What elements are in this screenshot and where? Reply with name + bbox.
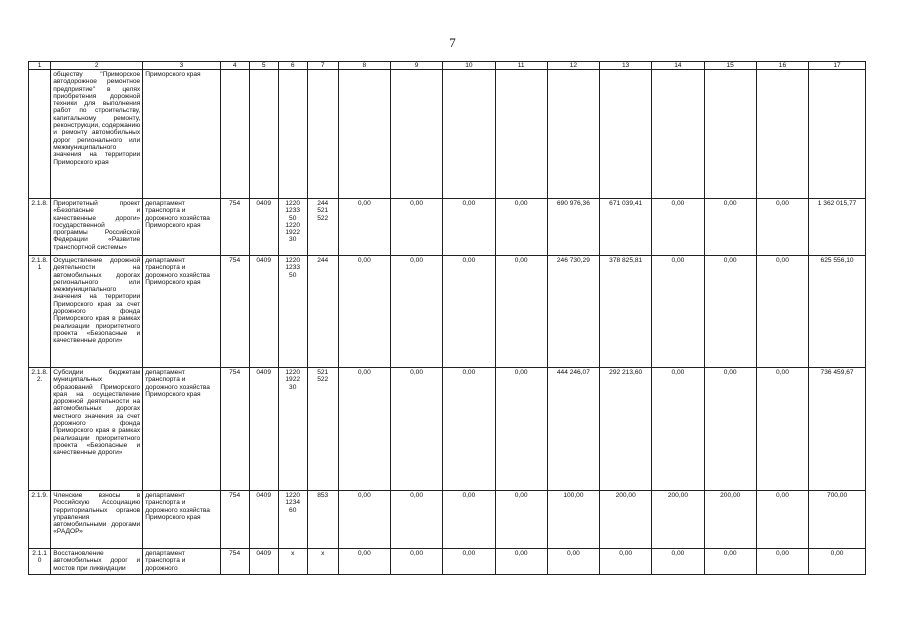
cell-col-4: 754 — [220, 491, 249, 549]
header-cell-8: 8 — [338, 62, 390, 70]
cell-col-2: Восстановление автомобильных дорог и мостов при ликвидации — [51, 549, 143, 575]
cell-col-13: 292 213,60 — [600, 368, 652, 491]
cell-col-15: 200,00 — [704, 491, 756, 549]
cell-col-13: 671 039,41 — [600, 199, 652, 256]
cell-line: 244 — [317, 200, 329, 207]
header-cell-16: 16 — [756, 62, 808, 70]
header-cell-5: 5 — [249, 62, 278, 70]
cell-col-12: 444 246,07 — [547, 368, 599, 491]
budget-table — [28, 61, 866, 575]
cell-col-1: 2.1.8. 2. — [29, 368, 51, 491]
cell-col-1: 2.1.8. 1 — [29, 256, 51, 368]
cell-col-15 — [704, 70, 756, 199]
header-cell-1: 1 — [29, 62, 51, 70]
cell-col-16: 0,00 — [756, 491, 808, 549]
cell-col-17 — [809, 70, 866, 199]
cell-line: 1234 — [285, 499, 301, 507]
cell-col-11: 0,00 — [495, 256, 547, 368]
header-cell-10: 10 — [443, 62, 495, 70]
cell-col-16: 0,00 — [756, 199, 808, 256]
cell-col-10: 0,00 — [443, 199, 495, 256]
cell-line: 521 — [317, 369, 329, 376]
cell-col-7 — [307, 256, 338, 368]
cell-col-9: 0,00 — [390, 199, 442, 256]
cell-col-12: 0,00 — [547, 549, 599, 575]
cell-line: 60 — [289, 506, 297, 514]
cell-col-14 — [652, 70, 704, 199]
header-cell-11: 11 — [495, 62, 547, 70]
table-row — [29, 549, 866, 575]
cell-col-5: 0409 — [249, 368, 278, 491]
table-row — [29, 199, 866, 256]
cell-col-11: 0,00 — [495, 199, 547, 256]
page-number: 7 — [449, 35, 456, 50]
cell-line: 1233 — [285, 207, 301, 215]
cell-col-14: 0,00 — [652, 549, 704, 575]
cell-line: 522 — [317, 214, 329, 222]
cell-col-3: Приморского края — [143, 70, 220, 199]
cell-col-13: 378 825,81 — [600, 256, 652, 368]
cell-col-3: департамент транспорта и дорожного хозяйства Приморского края — [143, 199, 220, 256]
cell-col-6 — [278, 549, 307, 575]
cell-col-7 — [307, 199, 338, 256]
cell-line: 1233 — [285, 264, 301, 272]
cell-col-10: 0,00 — [443, 256, 495, 368]
header-cell-7: 7 — [307, 62, 338, 70]
cell-col-5 — [249, 70, 278, 199]
cell-col-17: 736 459,67 — [809, 368, 866, 491]
cell-col-10: 0,00 — [443, 368, 495, 491]
cell-line: 50 — [289, 271, 297, 279]
cell-col-3: департамент транспорта и дорожного — [143, 549, 220, 575]
header-cell-4: 4 — [220, 62, 249, 70]
cell-line: 30 — [289, 236, 297, 244]
cell-col-10 — [443, 70, 495, 199]
cell-col-9: 0,00 — [390, 549, 442, 575]
cell-line: 30 — [289, 383, 297, 391]
cell-col-12: 100,00 — [547, 491, 599, 549]
cell-col-8: 0,00 — [338, 368, 390, 491]
cell-col-4: 754 — [220, 549, 249, 575]
cell-col-16 — [756, 70, 808, 199]
cell-col-14: 200,00 — [652, 491, 704, 549]
cell-col-9: 0,00 — [390, 256, 442, 368]
cell-col-9: 0,00 — [390, 491, 442, 549]
cell-col-17: 625 556,10 — [809, 256, 866, 368]
cell-col-4: 754 — [220, 368, 249, 491]
cell-col-6 — [278, 199, 307, 256]
cell-col-11: 0,00 — [495, 549, 547, 575]
cell-col-2: Членские взносы в Российскую Ассоциацию территориальных органов управления автомобильными дорогами «РАДОР» — [51, 491, 143, 549]
cell-col-4: 754 — [220, 199, 249, 256]
cell-col-9 — [390, 70, 442, 199]
cell-line: 1220 — [285, 200, 301, 207]
cell-col-13: 0,00 — [600, 549, 652, 575]
table-row — [29, 368, 866, 491]
cell-col-8: 0,00 — [338, 199, 390, 256]
header-cell-15: 15 — [704, 62, 756, 70]
cell-col-16: 0,00 — [756, 549, 808, 575]
cell-col-5: 0409 — [249, 199, 278, 256]
cell-col-14: 0,00 — [652, 199, 704, 256]
header-cell-2: 2 — [51, 62, 143, 70]
cell-line: 1922 — [285, 376, 301, 384]
cell-line: 1220 — [285, 257, 301, 264]
cell-line: 1220 — [285, 221, 301, 229]
cell-line: 244 — [317, 257, 329, 264]
cell-col-15: 0,00 — [704, 549, 756, 575]
cell-col-9: 0,00 — [390, 368, 442, 491]
cell-col-15: 0,00 — [704, 368, 756, 491]
cell-col-7 — [307, 491, 338, 549]
cell-line: 1220 — [285, 492, 301, 499]
cell-col-3: департамент транспорта и дорожного хозяйства Приморского края — [143, 491, 220, 549]
cell-col-14: 0,00 — [652, 368, 704, 491]
cell-col-10: 0,00 — [443, 491, 495, 549]
cell-col-1: 2.1.1 0 — [29, 549, 51, 575]
cell-line: 853 — [317, 492, 329, 499]
table-row — [29, 491, 866, 549]
cell-col-6 — [278, 491, 307, 549]
cell-col-8: 0,00 — [338, 549, 390, 575]
cell-col-11 — [495, 70, 547, 199]
cell-col-17: 0,00 — [809, 549, 866, 575]
header-cell-6: 6 — [278, 62, 307, 70]
cell-col-1: 2.1.8. — [29, 199, 51, 256]
cell-col-5: 0409 — [249, 491, 278, 549]
cell-col-8 — [338, 70, 390, 199]
header-cell-9: 9 — [390, 62, 442, 70]
cell-col-5: 0409 — [249, 549, 278, 575]
cell-col-2: обществу "Приморское автодорожное ремонтное предприятие" в целях приобретения дорожной техники для выполнения работ по строительству, капитальному ремонту, реконструкции, содержанию и ремонту автомобильных дорог регионального или межмуниципального значения на территории Приморского края — [51, 70, 143, 199]
cell-line: 521 — [317, 207, 329, 215]
cell-col-7 — [307, 549, 338, 575]
cell-col-17: 700,00 — [809, 491, 866, 549]
cell-col-1: 2.1.9. — [29, 491, 51, 549]
cell-col-6 — [278, 70, 307, 199]
cell-col-4 — [220, 70, 249, 199]
cell-col-5: 0409 — [249, 256, 278, 368]
cell-col-11: 0,00 — [495, 491, 547, 549]
cell-col-16: 0,00 — [756, 256, 808, 368]
cell-col-13 — [600, 70, 652, 199]
cell-col-15: 0,00 — [704, 199, 756, 256]
cell-col-6 — [278, 256, 307, 368]
cell-col-17: 1 362 015,77 — [809, 199, 866, 256]
header-cell-12: 12 — [547, 62, 599, 70]
table-row — [29, 70, 866, 199]
cell-line: 1922 — [285, 229, 301, 237]
cell-line: 522 — [317, 376, 329, 384]
cell-col-7 — [307, 368, 338, 491]
cell-col-12 — [547, 70, 599, 199]
cell-col-2: Осуществление дорожной деятельности на автомобильных дорогах регионального или межмуниципального значения на территории Приморского края за счет дорожного фонда Приморского края в рамках реализации приоритетного проекта «Безопасные и качественные дороги» — [51, 256, 143, 368]
cell-line: 1220 — [285, 369, 301, 376]
header-row — [29, 62, 866, 70]
cell-col-7 — [307, 70, 338, 199]
header-cell-13: 13 — [600, 62, 652, 70]
table-row — [29, 256, 866, 368]
cell-col-2: Приоритетный проект «Безопасные и качественные дороги» государственной программы Российской Федерации «Развитие транспортной системы» — [51, 199, 143, 256]
header-cell-14: 14 — [652, 62, 704, 70]
header-cell-3: 3 — [143, 62, 220, 70]
cell-col-2: Субсидии бюджетам муниципальных образований Приморского края на осуществление дорожной деятельности на автомобильных дорогах местного значения за счет дорожного фонда Приморского края в рамках реализации приоритетного проекта «Безопасные и качественные дороги» — [51, 368, 143, 491]
cell-col-13: 200,00 — [600, 491, 652, 549]
cell-col-12: 246 730,29 — [547, 256, 599, 368]
cell-col-6 — [278, 368, 307, 491]
cell-col-8: 0,00 — [338, 256, 390, 368]
cell-line: x — [291, 550, 295, 557]
cell-line: x — [321, 550, 325, 557]
cell-col-15: 0,00 — [704, 256, 756, 368]
cell-col-3: департамент транспорта и дорожного хозяйства Приморского края — [143, 256, 220, 368]
cell-col-4: 754 — [220, 256, 249, 368]
cell-col-1 — [29, 70, 51, 199]
cell-col-10: 0,00 — [443, 549, 495, 575]
cell-col-3: департамент транспорта и дорожного хозяйства Приморского края — [143, 368, 220, 491]
cell-col-8: 0,00 — [338, 491, 390, 549]
cell-line: 50 — [289, 214, 297, 222]
cell-col-16: 0,00 — [756, 368, 808, 491]
cell-col-14: 0,00 — [652, 256, 704, 368]
cell-col-12: 690 976,36 — [547, 199, 599, 256]
cell-col-11: 0,00 — [495, 368, 547, 491]
header-cell-17: 17 — [809, 62, 866, 70]
